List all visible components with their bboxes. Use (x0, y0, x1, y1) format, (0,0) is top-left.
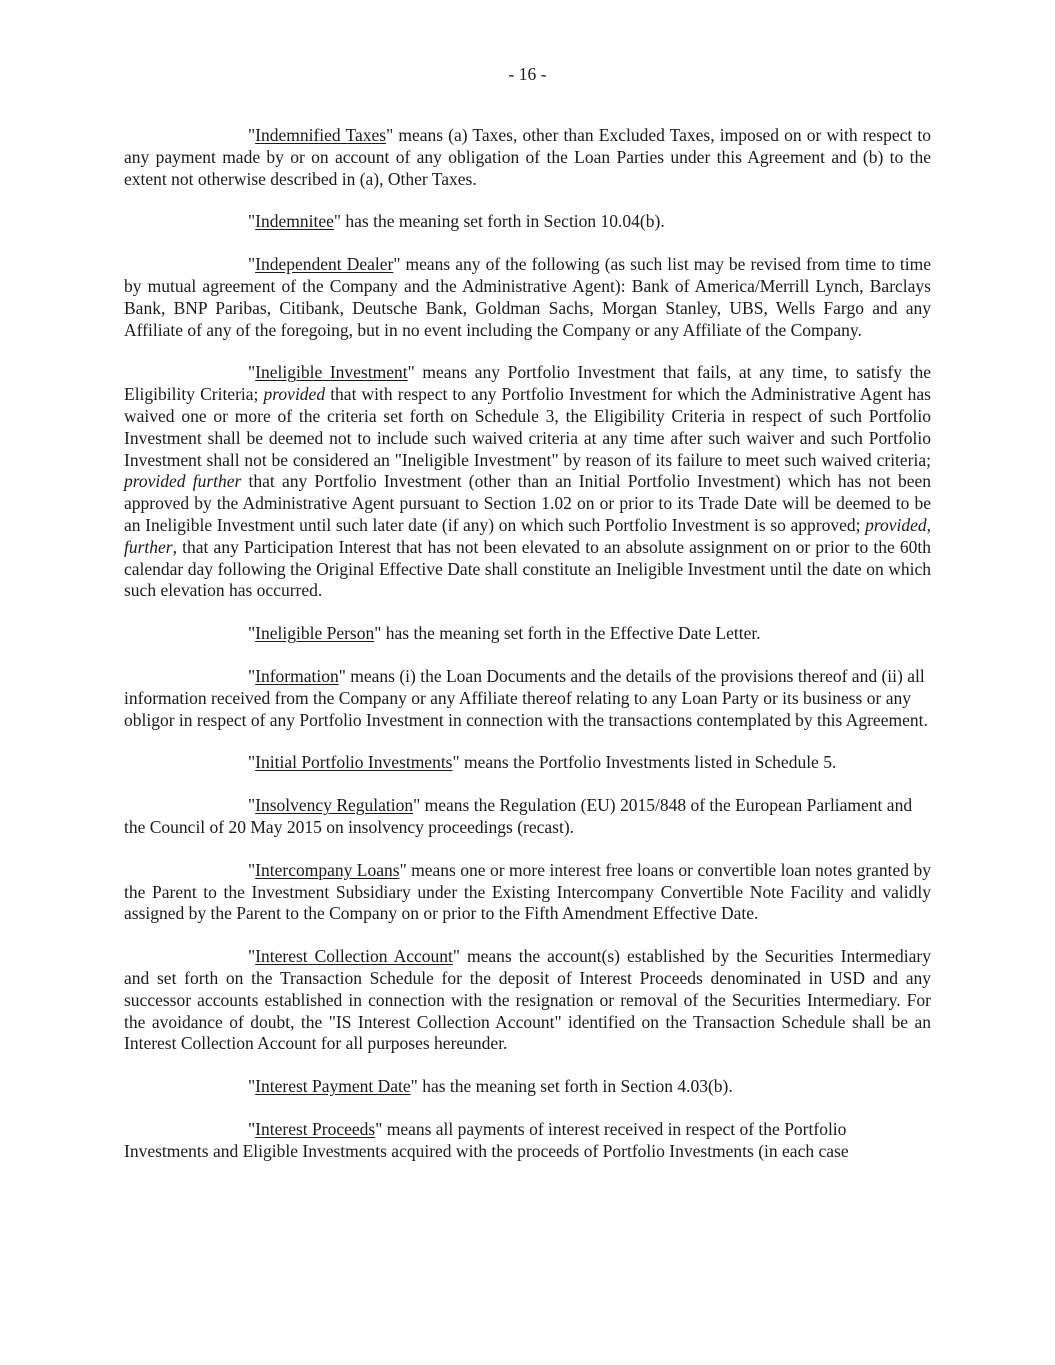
defined-term: Indemnitee (255, 211, 334, 232)
definition-text: , that any Participation Interest that has not been elevated to an absolute assignment on or prior to the 60th calendar day following the Original Effective Date shall constitute an Ineligible Investment until the date on which such elevation has occurred. (124, 536, 931, 601)
defined-term: Interest Proceeds (255, 1118, 376, 1139)
definitions-body (124, 125, 931, 1183)
definition-text: " means (a) Taxes, other than Excluded Taxes, imposed on or with respect to any payment made by or on account of any obligation of the Loan Parties under this Agreement and (b) to the extent not otherwise described in (a), Other Taxes. (124, 125, 931, 189)
definition-text: " has the meaning set forth in Section 10.04(b). (333, 211, 665, 232)
definition-information: "Information" means (i) the Loan Documents and the details of the provisions thereof and (ii) all information received from the Company or any Affiliate thereof relating to any Loan Party or its business or any obligor in respect of any Portfolio Investment in connection with the transactions contemplated by this Agreement. (124, 665, 928, 730)
defined-term: Indemnified Taxes (255, 125, 387, 145)
page-number: - 16 - (508, 64, 547, 84)
defined-term: Intercompany Loans (255, 859, 400, 880)
definition-text: " means the Regulation (EU) 2015/848 of the European Parliament and the Council of 20 May 2015 on insolvency proceedings (recast). (124, 795, 913, 837)
definition-ineligible-investment: "Ineligible Investment" means any Portfolio Investment that fails, at any time, to satisfy the Eligibility Criteria; provided that with respect to any Portfolio Investment for which the Administrative Agent has waived one or more of the criteria set forth on Schedule 3, the Eligibility Criteria in respect of such Portfolio Investment shall be deemed not to include such waived criteria at any time after such waiver and such Portfolio Investment shall not be considered an "Ineligible Investment" by reason of its failure to meet such waived criteria; provided further that any Portfolio Investment (other than an Initial Portfolio Investment) which has not been approved by the Administrative Agent pursuant to Section 1.02 on or prior to its Trade Date will be deemed to be an Ineligible Investment until such later date (if any) on which such Portfolio Investment is so approved; provided, further, that any Participation Interest that has not been elevated to an absolute assignment on or prior to the 60th calendar day following the Original Effective Date shall constitute an Ineligible Investment until the date on which such elevation has occurred. (124, 362, 931, 601)
defined-term: Information (255, 665, 339, 686)
definition-text: that with respect to any Portfolio Investment for which the Administrative Agent has waived one or more of the criteria set forth on Schedule 3, the Eligibility Criteria in respect of such Portfolio Investment shall be deemed not to include such waived criteria at any time after such waiver and such Portfolio Investment shall not be considered an "Ineligible Investment" by reason of its failure to meet such waived criteria; (124, 384, 931, 470)
definition-text: " means (i) the Loan Documents and the details of the provisions thereof and (ii) all information received from the Company or any Affiliate thereof relating to any Loan Party or its business or any obligor in respect of any Portfolio Investment in connection with the transactions contemplated by this Agreement. (124, 665, 928, 730)
definition-text: " has the meaning set forth in the Effective Date Letter. (374, 623, 761, 644)
definition-indemnitee: "Indemnitee" has the meaning set forth in Section 10.04(b). (248, 211, 665, 232)
definition-indemnified-taxes: "Indemnified Taxes" means (a) Taxes, other than Excluded Taxes, imposed on or with respect to any payment made by or on account of any obligation of the Loan Parties under this Agreement and (b) to the extent not otherwise described in (a), Other Taxes. (124, 125, 931, 189)
definition-ineligible-person: "Ineligible Person" has the meaning set forth in the Effective Date Letter. (248, 623, 761, 644)
definition-interest-collection-account: "Interest Collection Account" means the account(s) established by the Securities Intermediary and set forth on the Transaction Schedule for the deposit of Interest Proceeds denominated in USD and any successor accounts established in connection with the resignation or removal of the Securities Intermediary. For the avoidance of doubt, the "IS Interest Collection Account" identified on the Transaction Schedule shall be an Interest Collection Account for all purposes hereunder. (124, 946, 931, 1054)
defined-term: Interest Payment Date (255, 1076, 411, 1097)
definition-intercompany-loans: "Intercompany Loans" means one or more interest free loans or convertible loan notes granted by the Parent to the Investment Subsidiary under the Existing Intercompany Convertible Note Facility and validly assigned by the Parent to the Company on or prior to the Fifth Amendment Effective Date. (124, 859, 931, 924)
definition-interest-proceeds: "Interest Proceeds" means all payments of interest received in respect of the Portfolio Investments and Eligible Investments acquired with the proceeds of Portfolio Investments (in each case (124, 1118, 849, 1161)
definition-text: " means the account(s) established by the Securities Intermediary and set forth on the Transaction Schedule for the deposit of Interest Proceeds denominated in USD and any successor accounts established in connection with the resignation or removal of the Securities Intermediary. For the avoidance of doubt, the "IS Interest Collection Account" identified on the Transaction Schedule shall be an Interest Collection Account for all purposes hereunder. (124, 946, 931, 1054)
defined-term: Initial Portfolio Investments (255, 752, 453, 773)
definition-italic: provided further (124, 471, 242, 492)
definition-text: that any Portfolio Investment (other than an Initial Portfolio Investment) which has not been approved by the Administrative Agent pursuant to Section 1.02 on or prior to its Trade Date will be deemed to be an Ineligible Investment until such later date (if any) on which such Portfolio Investment is so approved; (124, 471, 931, 535)
definition-text: " means any of the following (as such list may be revised from time to time by mutual agreement of the Company and the Administrative Agent): Bank of America/Merrill Lynch, Barclays Bank, BNP Paribas, Citibank, Deutsche Bank, Goldman Sachs, Morgan Stanley, UBS, Wells Fargo and any Affiliate of any of the foregoing, but in no event including the Company or any Affiliate of the Company. (124, 254, 931, 340)
definition-text: , (926, 514, 931, 535)
definition-independent-dealer: "Independent Dealer" means any of the following (as such list may be revised from time to time by mutual agreement of the Company and the Administrative Agent): Bank of America/Merrill Lynch, Barclays Bank, BNP Paribas, Citibank, Deutsche Bank, Goldman Sachs, Morgan Stanley, UBS, Wells Fargo and any Affiliate of any of the foregoing, but in no event including the Company or any Affiliate of the Company. (124, 254, 931, 340)
definition-insolvency-regulation: "Insolvency Regulation" means the Regulation (EU) 2015/848 of the European Parliament and the Council of 20 May 2015 on insolvency proceedings (recast). (124, 795, 913, 837)
definition-text: " means any Portfolio Investment that fails, at any time, to satisfy the Eligibility Criteria; (124, 362, 931, 405)
defined-term: Ineligible Investment (255, 362, 408, 383)
definition-interest-payment-date: "Interest Payment Date" has the meaning set forth in Section 4.03(b). (248, 1076, 733, 1097)
definition-text: " means the Portfolio Investments listed in Schedule 5. (452, 752, 837, 773)
definition-text: " means one or more interest free loans or convertible loan notes granted by the Parent to the Investment Subsidiary under the Existing Intercompany Convertible Note Facility and validly assigned by the Parent to the Company on or prior to the Fifth Amendment Effective Date. (124, 859, 931, 924)
definition-text: " has the meaning set forth in Section 4.03(b). (410, 1076, 733, 1097)
definition-text: " means all payments of interest received in respect of the Portfolio Investments and Eligible Investments acquired with the proceeds of Portfolio Investments (in each case (124, 1118, 849, 1161)
definition-initial-portfolio-investments: "Initial Portfolio Investments" means the Portfolio Investments listed in Schedule 5. (248, 752, 837, 773)
definition-italic: provided (865, 514, 927, 535)
defined-term: Independent Dealer (255, 254, 394, 275)
defined-term: Ineligible Person (255, 623, 375, 644)
defined-term: Interest Collection Account (255, 946, 453, 967)
definition-italic: further (124, 536, 173, 557)
definition-italic: provided (263, 384, 326, 405)
defined-term: Insolvency Regulation (255, 795, 414, 816)
